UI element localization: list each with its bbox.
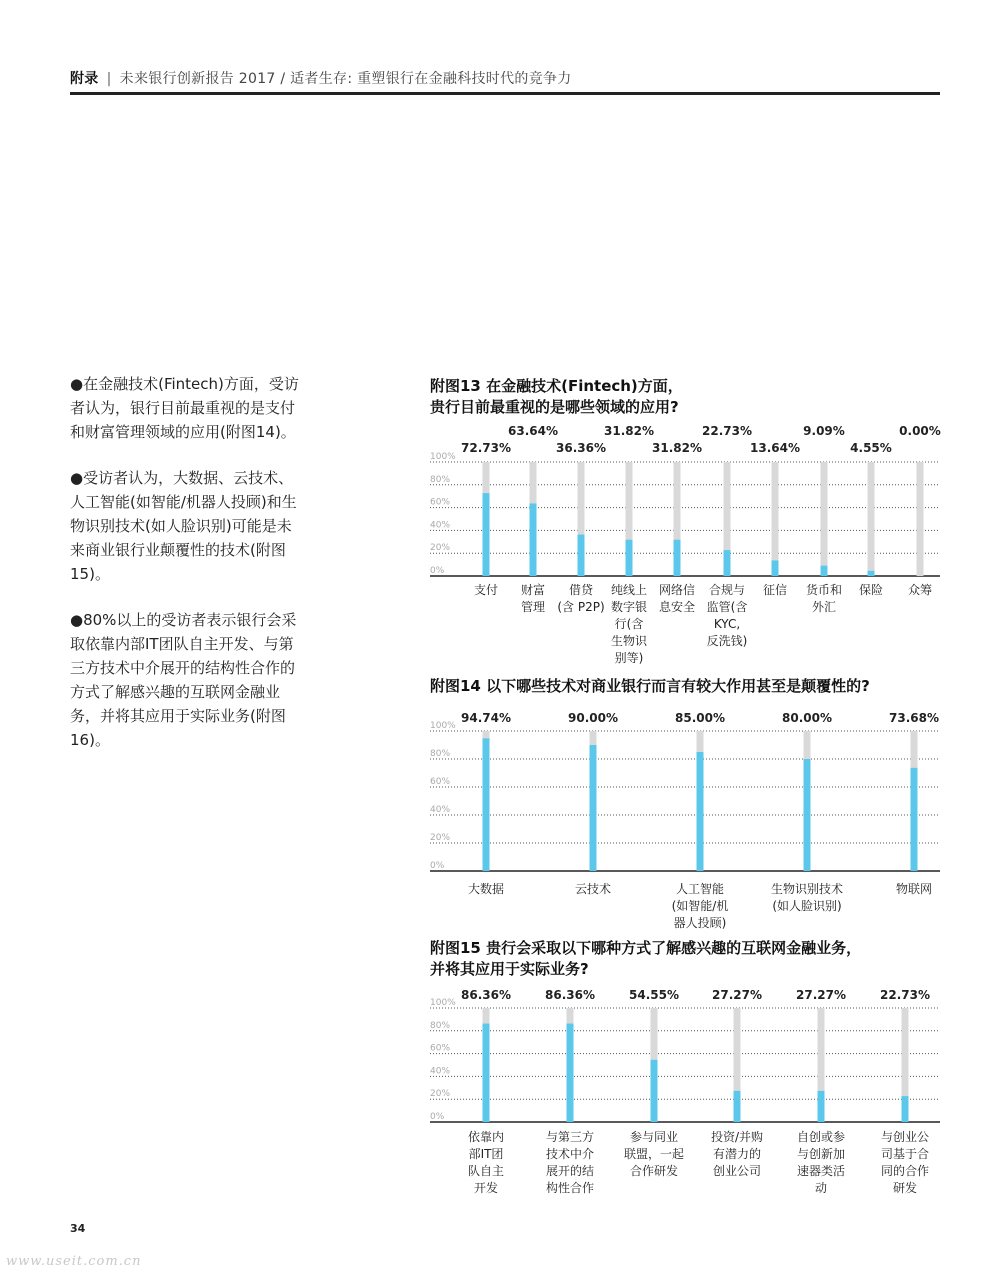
data-label: 31.82% xyxy=(604,424,654,438)
bar xyxy=(911,768,918,871)
bar xyxy=(697,752,704,871)
bar xyxy=(567,1024,574,1122)
y-tick-label: 80% xyxy=(430,474,451,485)
category-label: 财富 xyxy=(520,583,546,597)
category-label: 自创或参 xyxy=(796,1130,846,1144)
category-label: 速器类活 xyxy=(796,1164,846,1178)
bar xyxy=(868,571,875,576)
category-label: 人工智能 xyxy=(675,882,725,896)
data-label: 4.55% xyxy=(850,441,892,455)
bar xyxy=(483,1024,490,1122)
category-label: (如人脸识别) xyxy=(772,899,842,913)
y-tick-label: 60% xyxy=(430,1043,451,1054)
data-label: 9.09% xyxy=(803,424,845,438)
category-label: 借贷 xyxy=(568,583,594,597)
data-label: 13.64% xyxy=(750,441,800,455)
data-label: 94.74% xyxy=(461,711,511,725)
bar xyxy=(724,550,731,576)
y-tick-label: 40% xyxy=(430,805,451,815)
category-label: (含 P2P) xyxy=(557,600,605,614)
data-label: 54.55% xyxy=(629,988,679,1002)
summary-paragraph: ●80%以上的受访者表示银行会采取依靠内部IT团队自主开发、与第三方技术中介展开的结构性合作的方式了解感兴趣的互联网金融业务，并将其应用于实际业务(附图16)。 xyxy=(70,611,297,749)
y-tick-label: 40% xyxy=(430,1066,451,1077)
bar xyxy=(483,738,490,871)
category-label: 纯线上 xyxy=(610,583,648,597)
data-label: 27.27% xyxy=(712,988,762,1002)
category-label: 反洗钱) xyxy=(706,634,748,648)
category-label: 展开的结 xyxy=(545,1164,595,1178)
category-label: 研发 xyxy=(892,1181,918,1195)
figure-title-line: 并将其应用于实际业务? xyxy=(430,960,589,978)
bar-track xyxy=(772,462,779,576)
category-label: 别等) xyxy=(614,651,644,665)
data-label: 86.36% xyxy=(545,988,595,1002)
category-label: 开发 xyxy=(473,1181,499,1195)
bar xyxy=(626,540,633,576)
bar xyxy=(530,503,537,576)
header-section: 附录 xyxy=(70,71,99,87)
figure-title-line: 贵行目前最重视的是哪些领域的应用? xyxy=(430,398,679,416)
bar xyxy=(483,493,490,576)
bar-track xyxy=(821,462,828,576)
y-tick-label: 40% xyxy=(430,520,451,531)
y-tick-label: 100% xyxy=(430,452,456,462)
data-label: 63.64% xyxy=(508,424,558,438)
category-label: 参与同业 xyxy=(629,1130,679,1144)
category-label: 外汇 xyxy=(811,600,837,614)
category-label: 部IT团 xyxy=(468,1147,504,1161)
bar xyxy=(651,1060,658,1122)
bar-track xyxy=(917,462,924,576)
category-label: 物联网 xyxy=(895,882,933,896)
bar xyxy=(734,1091,741,1122)
category-label: (如智能/机 xyxy=(671,899,729,913)
category-label: KYC, xyxy=(713,617,741,631)
y-tick-label: 20% xyxy=(430,543,451,554)
bar xyxy=(578,535,585,576)
bar xyxy=(772,560,779,576)
category-label: 司基于合 xyxy=(880,1147,930,1161)
y-tick-label: 60% xyxy=(430,497,451,508)
category-label: 依靠内 xyxy=(467,1130,505,1144)
y-tick-label: 80% xyxy=(430,749,451,759)
category-label: 与创新加 xyxy=(796,1147,846,1161)
data-label: 80.00% xyxy=(782,711,832,725)
category-label: 合作研发 xyxy=(629,1164,679,1178)
category-label: 投资/并购 xyxy=(710,1130,764,1144)
category-label: 行(含 xyxy=(614,617,644,631)
bar xyxy=(818,1091,825,1122)
summary-paragraph: ●受访者认为，大数据、云技术、人工智能(如智能/机器人投顾)和生物识别技术(如人脸识别)可能是未来商业银行业颠覆性的技术(附图15)。 xyxy=(70,469,297,583)
data-label: 36.36% xyxy=(556,441,606,455)
y-tick-label: 60% xyxy=(430,777,451,787)
category-label: 大数据 xyxy=(467,882,505,896)
data-label: 22.73% xyxy=(702,424,752,438)
category-label: 与创业公 xyxy=(880,1130,930,1144)
bar xyxy=(674,540,681,576)
data-label: 31.82% xyxy=(652,441,702,455)
figure-title-line: 附图14 以下哪些技术对商业银行而言有较大作用甚至是颠覆性的? xyxy=(430,677,870,695)
category-label: 器人投顾) xyxy=(673,916,727,930)
y-tick-label: 100% xyxy=(430,721,456,731)
category-label: 网络信 xyxy=(658,583,696,597)
figure-title-line: 附图15 贵行会采取以下哪种方式了解感兴趣的互联网金融业务， xyxy=(430,939,862,957)
category-label: 技术中介 xyxy=(545,1147,595,1161)
category-label: 征信 xyxy=(762,583,788,597)
category-label: 生物识 xyxy=(610,634,648,648)
y-tick-label: 80% xyxy=(430,1020,451,1031)
category-label: 云技术 xyxy=(574,882,612,896)
data-label: 86.36% xyxy=(461,988,511,1002)
data-label: 85.00% xyxy=(675,711,725,725)
category-label: 管理 xyxy=(520,600,546,614)
category-label: 构性合作 xyxy=(545,1181,595,1195)
y-tick-label: 0% xyxy=(430,566,445,576)
y-tick-label: 0% xyxy=(430,1112,445,1122)
data-label: 90.00% xyxy=(568,711,618,725)
category-label: 众筹 xyxy=(907,583,933,597)
y-tick-label: 100% xyxy=(430,998,456,1008)
bar xyxy=(590,745,597,871)
category-label: 创业公司 xyxy=(712,1164,762,1178)
category-label: 同的合作 xyxy=(880,1164,930,1178)
category-label: 队自主 xyxy=(467,1164,505,1178)
summary-paragraph: ●在金融技术(Fintech)方面，受访者认为，银行目前最重视的是支付和财富管理领域的应用(附图14)。 xyxy=(70,375,299,441)
category-label: 联盟，一起 xyxy=(623,1147,685,1161)
header-title: 未来银行创新报告 2017 / 适者生存: 重塑银行在金融科技时代的竞争力 xyxy=(119,71,572,87)
y-tick-label: 20% xyxy=(430,833,451,843)
category-label: 保险 xyxy=(858,583,884,597)
category-label: 合规与 xyxy=(708,583,746,597)
data-label: 27.27% xyxy=(796,988,846,1002)
y-tick-label: 20% xyxy=(430,1089,451,1100)
bar xyxy=(902,1096,909,1122)
category-label: 与第三方 xyxy=(545,1130,595,1144)
category-label: 支付 xyxy=(473,583,499,597)
category-label: 息安全 xyxy=(658,600,696,614)
data-label: 72.73% xyxy=(461,441,511,455)
category-label: 监管(含 xyxy=(706,600,748,614)
category-label: 生物识别技术 xyxy=(770,882,844,896)
category-label: 动 xyxy=(814,1181,828,1195)
category-label: 数字银 xyxy=(610,600,648,614)
bar xyxy=(804,759,811,871)
data-label: 0.00% xyxy=(899,424,941,438)
page-number: 34 xyxy=(70,1222,86,1235)
category-label: 货币和 xyxy=(805,583,843,597)
watermark: www.useit.com.cn xyxy=(6,1254,142,1269)
bar xyxy=(821,566,828,576)
data-label: 73.68% xyxy=(889,711,939,725)
data-label: 22.73% xyxy=(880,988,930,1002)
header-divider: | xyxy=(106,71,112,87)
y-tick-label: 0% xyxy=(430,861,445,871)
bar-track xyxy=(868,462,875,576)
figure-title-line: 附图13 在金融技术(Fintech)方面， xyxy=(430,377,683,395)
category-label: 有潜力的 xyxy=(712,1147,762,1161)
